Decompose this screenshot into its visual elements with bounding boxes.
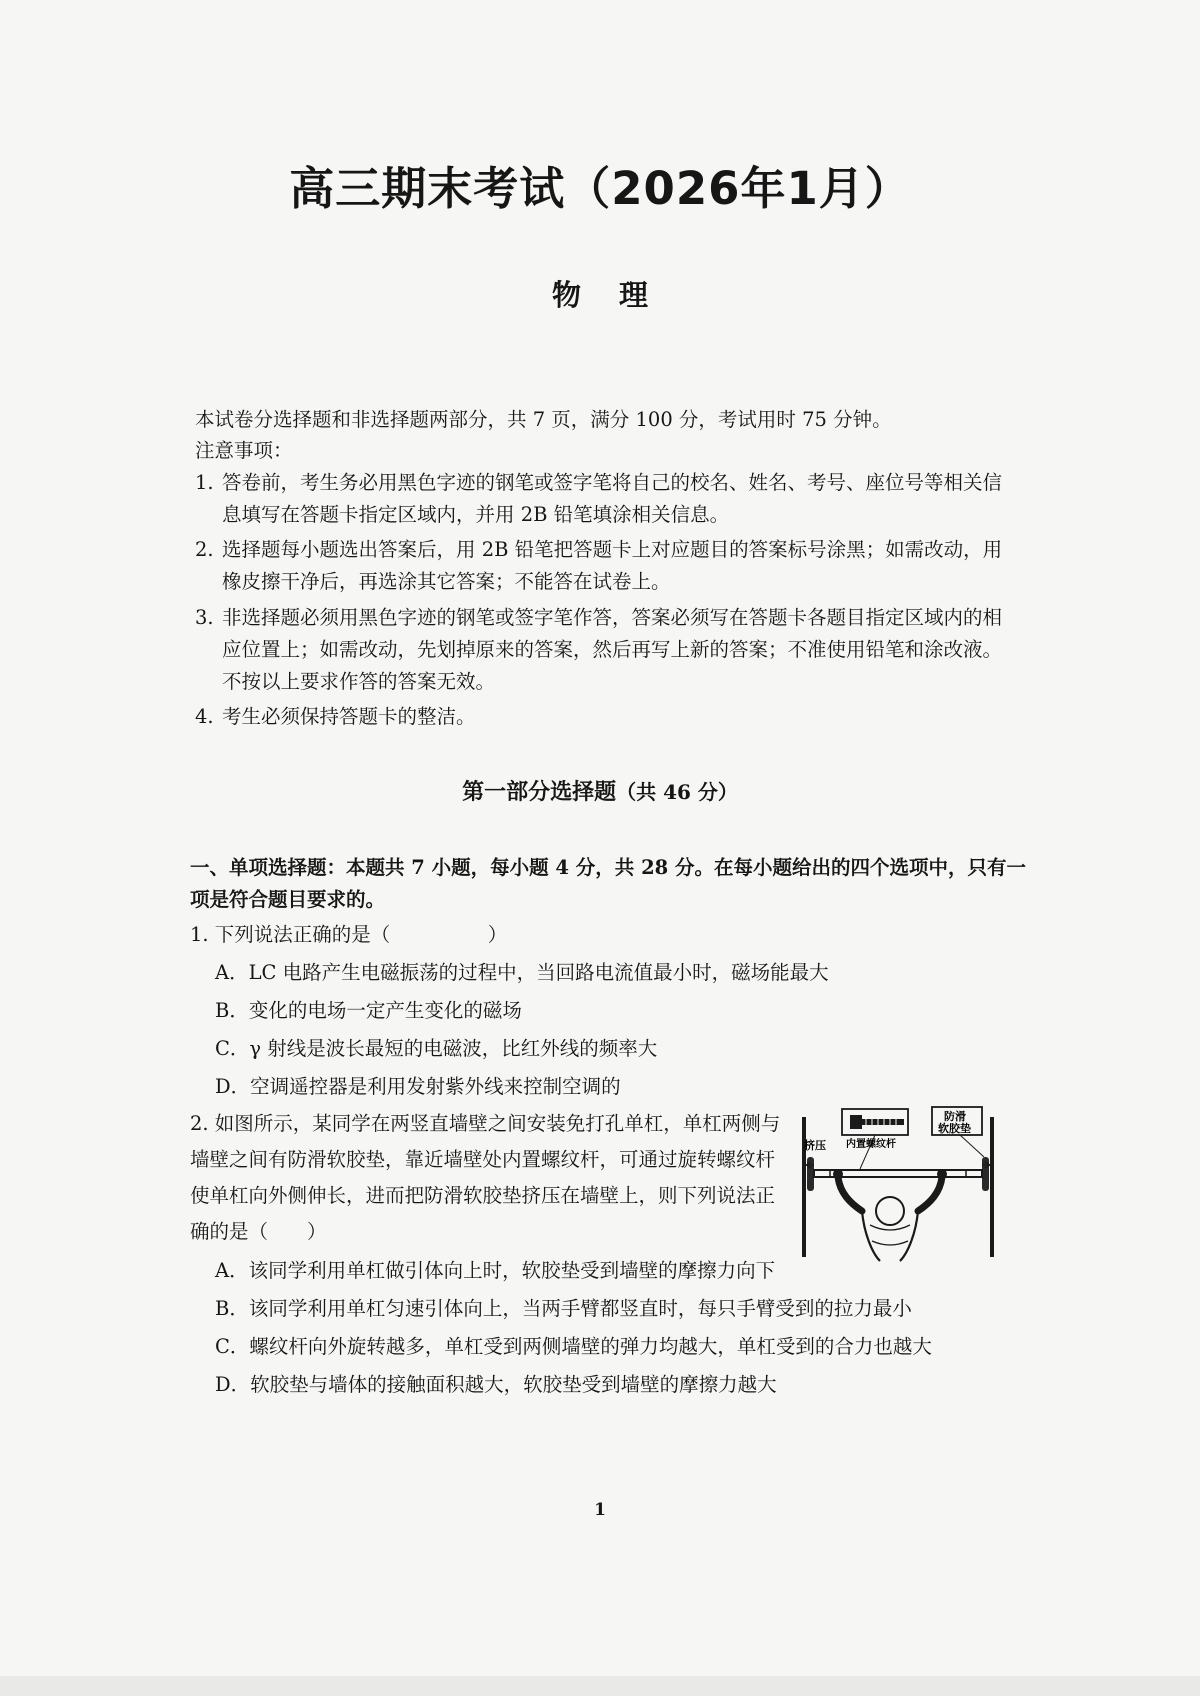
instruction-number: 2.	[195, 538, 214, 561]
section-name: 第一部分选择题	[462, 780, 617, 805]
part1-description: 一、单项选择题：本题共 7 小题，每小题 4 分，共 28 分。在每小题给出的四个选项中，只有一	[190, 856, 1027, 879]
instruction-text: 考生必须保持答题卡的整洁。	[222, 705, 476, 728]
page-number: 1	[594, 1500, 606, 1520]
instructions-intro: 本试卷分选择题和非选择题两部分，共 7 页，满分 100 分，考试用时 75 分钟。	[195, 408, 892, 431]
q2-stem-line4: 确的是（ ）	[190, 1220, 327, 1243]
figure-label-squeeze: 挤压	[804, 1139, 826, 1152]
instruction-item-3-cont2: 不按以上要求作答的答案无效。	[222, 670, 496, 693]
figure-label-screw: 内置螺纹杆	[846, 1139, 896, 1150]
q1-option-b: B．变化的电场一定产生变化的磁场	[215, 999, 522, 1022]
q1-stem: 1. 下列说法正确的是（ ）	[190, 923, 508, 946]
instruction-text: 答卷前，考生务必用黑色字迹的钢笔或签字笔将自己的校名、姓名、考号、座位号等相关信	[222, 471, 1003, 494]
instruction-item-1	[195, 468, 1002, 498]
q2-stem-line1: 2. 如图所示，某同学在两竖直墙壁之间安装免打孔单杠，单杠两侧与	[190, 1112, 781, 1135]
pullup-bar-figure	[800, 1103, 1000, 1263]
q2-stem-line2: 墙壁之间有防滑软胶垫，靠近墙壁处内置螺纹杆，可通过旋转螺纹杆	[190, 1148, 776, 1171]
q2-option-a: A．该同学利用单杠做引体向上时，软胶垫受到墙壁的摩擦力向下	[215, 1259, 776, 1282]
section-title	[0, 775, 1200, 806]
instruction-text: 选择题每小题选出答案后，用 2B 铅笔把答题卡上对应题目的答案标号涂黑；如需改动，用	[222, 538, 1003, 561]
figure-label-pad-1: 防滑	[944, 1110, 966, 1123]
instruction-item-3	[195, 603, 1002, 633]
q2-option-b: B．该同学利用单杠匀速引体向上，当两手臂都竖直时，每只手臂受到的拉力最小	[215, 1297, 912, 1320]
instruction-number: 3.	[195, 606, 214, 629]
instruction-item-2	[195, 535, 1002, 565]
instruction-text: 非选择题必须用黑色字迹的钢笔或签字笔作答，答案必须写在答题卡各题目指定区域内的相	[222, 606, 1003, 629]
q1-option-c: C．γ 射线是波长最短的电磁波，比红外线的频率大	[215, 1037, 658, 1060]
q2-option-c: C．螺纹杆向外旋转越多，单杠受到两侧墙壁的弹力均越大，单杠受到的合力也越大	[215, 1335, 932, 1358]
instruction-item-2-cont: 橡皮擦干净后，再选涂其它答案；不能答在试卷上。	[222, 570, 671, 593]
q1-option-d: D．空调遥控器是利用发射紫外线来控制空调的	[215, 1075, 621, 1098]
q2-option-d: D．软胶垫与墙体的接触面积越大，软胶垫受到墙壁的摩擦力越大	[215, 1373, 777, 1396]
instructions-heading: 注意事项：	[195, 439, 293, 462]
q2-stem-line3: 使单杠向外侧伸长，进而把防滑软胶垫挤压在墙壁上，则下列说法正	[190, 1184, 776, 1207]
instruction-number: 1.	[195, 471, 214, 494]
exam-title: 高三期末考试（2026年1月）	[289, 162, 911, 215]
figure-label-pad-2: 软胶垫	[938, 1122, 971, 1135]
instruction-item-4	[195, 702, 476, 732]
instruction-number: 4.	[195, 705, 214, 728]
instruction-item-1-cont: 息填写在答题卡指定区域内，并用 2B 铅笔填涂相关信息。	[222, 503, 730, 526]
q1-option-a: A．LC 电路产生电磁振荡的过程中，当回路电流值最小时，磁场能最大	[215, 961, 829, 984]
part1-description-cont: 项是符合题目要求的。	[190, 888, 386, 911]
subject-title: 物 理	[551, 278, 663, 312]
scan-edge	[0, 1676, 1200, 1696]
section-score: （共 46 分）	[616, 780, 738, 804]
instruction-item-3-cont: 应位置上；如需改动，先划掉原来的答案，然后再写上新的答案；不准使用铅笔和涂改液。	[222, 638, 1003, 661]
